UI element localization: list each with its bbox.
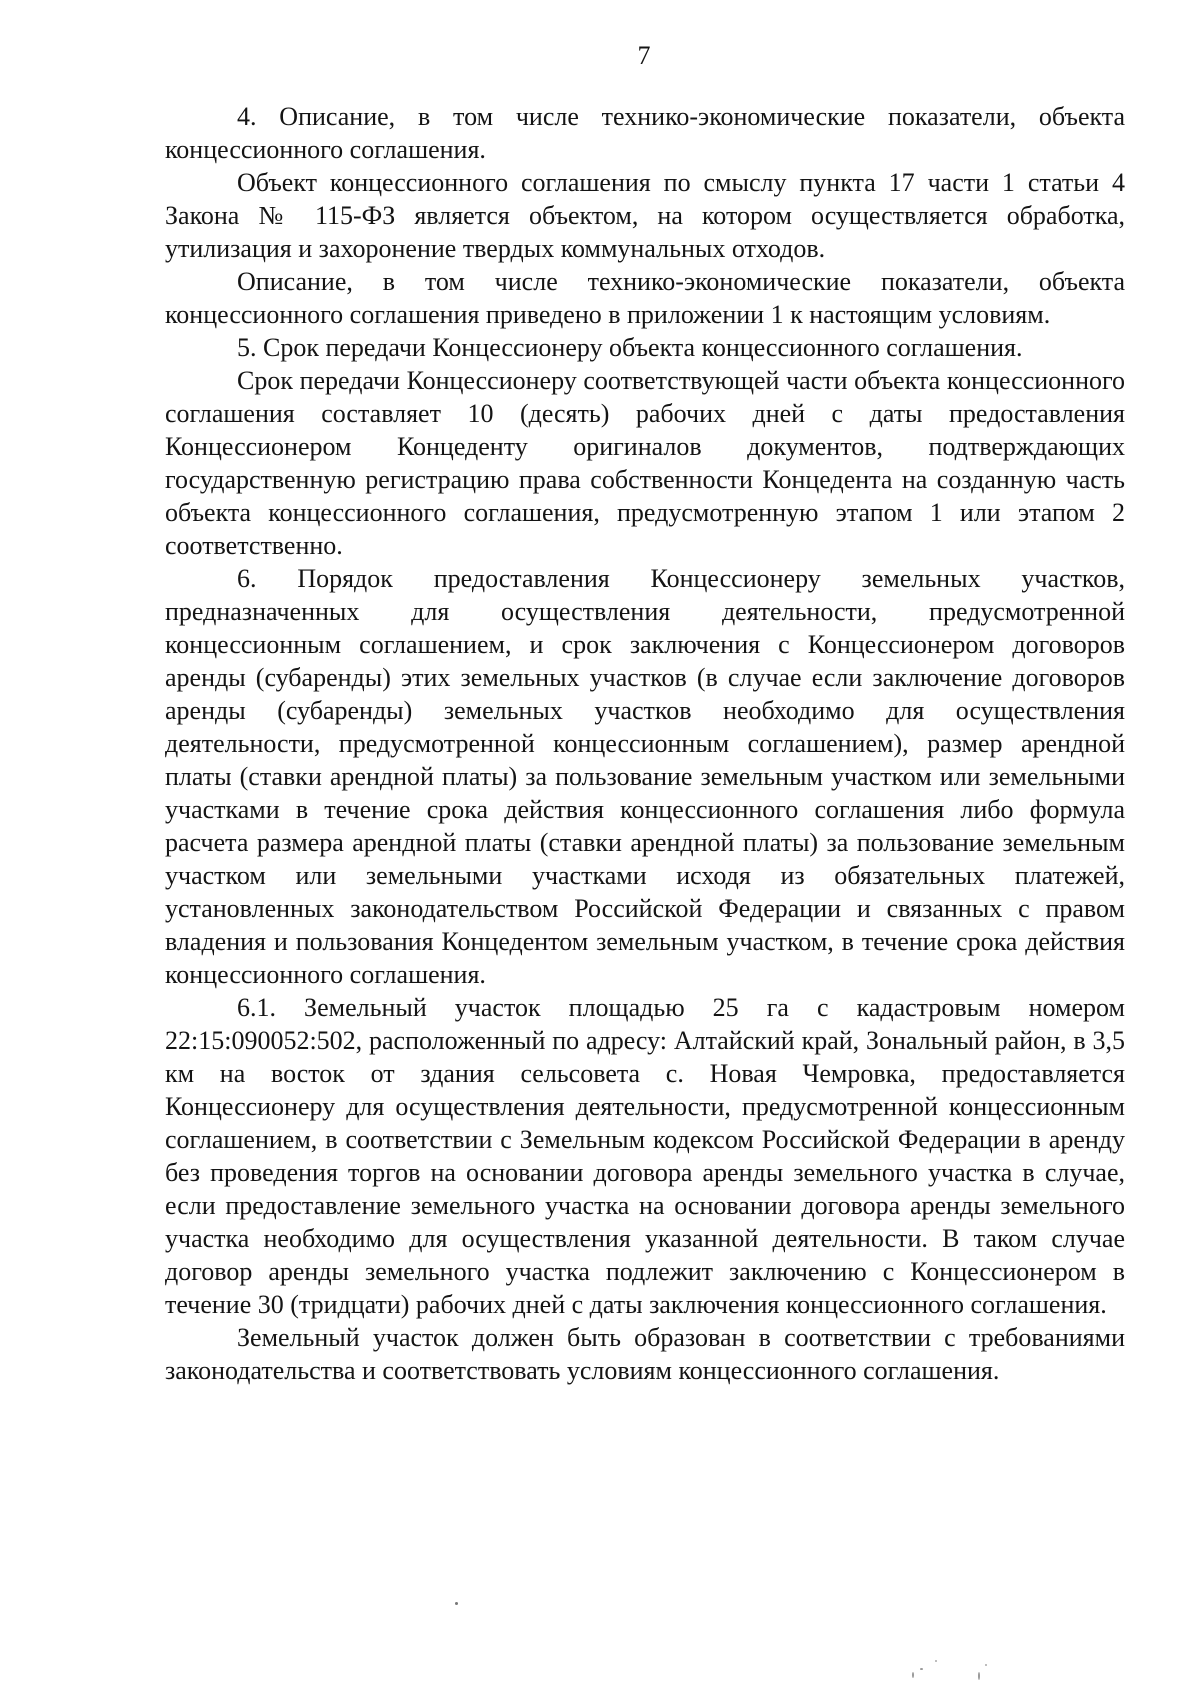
scan-speck (455, 1602, 458, 1605)
scan-speck (985, 1664, 987, 1666)
paragraph-transfer-term: Срок передачи Концессионеру соответствующей части объекта концессионного соглашения составляет 10 (десять) рабочих дней с даты предоставления Концессионером Концеденту оригиналов документов, подтверждающих государственную регистрацию права собственности Концедента на созданную часть объекта концессионного соглашения, предусмотренную этапом 1 или этапом 2 соответственно. (165, 366, 1125, 560)
paragraph-section-6-1: 6.1. Земельный участок площадью 25 га с кадастровым номером 22:15:090052:502, расположенный по адресу: Алтайский край, Зональный район, в 3,5 км на восток от здания сельсовета с. Новая Чемровка, предоставляется Концессионеру для осуществления деятельности, предусмотренной концессионным соглашением, в соответствии с Земельным кодексом Российской Федерации в аренду без проведения торгов на основании договора аренды земельного участка в случае, если предоставление земельного участка на основании договора аренды земельного участка необходимо для осуществления указанной деятельности. В таком случае договор аренды земельного участка подлежит заключению с Концессионером в течение 30 (тридцати) рабочих дней с даты заключения концессионного соглашения. (165, 993, 1125, 1319)
scan-speck (978, 1672, 980, 1680)
scan-speck (912, 1672, 914, 1678)
paragraph-section-6-heading: 6. Порядок предоставления Концессионеру земельных участков, предназначенных для осуществления деятельности, предусмотренной концессионным соглашением, и срок заключения с Концессионером договоров аренды (субаренды) этих земельных участков (в случае если заключение договоров аренды (субаренды) земельных участков необходимо для осуществления деятельности, предусмотренной концессионным соглашением), размер арендной платы (ставки арендной платы) за пользование земельным участком или земельными участками в течение срока действия концессионного соглашения либо формула расчета размера арендной платы (ставки арендной платы) за пользование земельным участком или земельными участками исходя из обязательных платежей, установленных законодательством Российской Федерации и связанных с правом владения и пользования Концедентом земельным участком, в течение срока действия концессионного соглашения. (165, 564, 1125, 989)
document-body (165, 100, 1125, 1387)
paragraph-land-plot-formation: Земельный участок должен быть образован в соответствии с требованиями законодательства и соответствовать условиям концессионного соглашения. (165, 1323, 1125, 1385)
page-number: 7 (637, 41, 651, 70)
paragraph-section-4-heading: 4. Описание, в том числе технико-экономические показатели, объекта концессионного соглашения. (165, 102, 1125, 164)
scan-speck (935, 1660, 937, 1662)
scan-speck (920, 1668, 923, 1670)
paragraph-object-definition: Объект концессионного соглашения по смыслу пункта 17 части 1 статьи 4 Закона № 115-ФЗ является объектом, на котором осуществляется обработка, утилизация и захоронение твердых коммунальных отходов. (165, 168, 1125, 263)
paragraph-section-5-heading: 5. Срок передачи Концессионеру объекта концессионного соглашения. (237, 333, 1023, 362)
paragraph-object-description: Описание, в том числе технико-экономические показатели, объекта концессионного соглашения приведено в приложении 1 к настоящим условиям. (165, 267, 1125, 329)
